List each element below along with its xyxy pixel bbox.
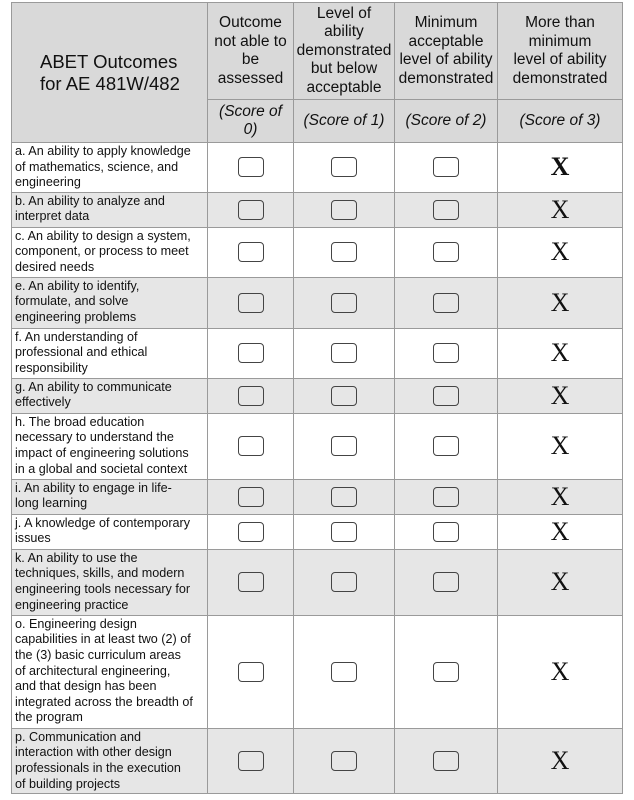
table-row <box>12 227 623 277</box>
score-3-mark: X <box>498 479 623 514</box>
score-label-line: (Score of 2) <box>405 111 487 129</box>
column-header-score-0 <box>208 3 294 100</box>
empty-checkbox[interactable] <box>433 436 459 456</box>
empty-checkbox[interactable] <box>433 751 459 771</box>
outcome-description-line: effectively <box>15 395 71 410</box>
outcome-description-line: f. An understanding of <box>15 329 138 344</box>
outcome-description-line: component, or process to meet <box>15 244 189 259</box>
empty-checkbox[interactable] <box>238 343 264 363</box>
outcome-description-line: engineering tools necessary for <box>15 581 191 596</box>
column-header-line: Outcome <box>219 14 282 31</box>
score-1-cell <box>294 549 395 615</box>
column-header-line: Minimum <box>414 14 478 31</box>
outcome-description-line: and that design has been <box>15 679 157 694</box>
column-header-line: ability <box>324 23 364 41</box>
column-header-line: assessed <box>217 69 284 87</box>
score-1-cell <box>294 227 395 277</box>
abet-outcomes-table <box>11 2 623 794</box>
empty-checkbox[interactable] <box>238 522 264 542</box>
empty-checkbox[interactable] <box>433 487 459 507</box>
outcome-description <box>12 227 208 277</box>
empty-checkbox[interactable] <box>238 572 264 592</box>
score-0-cell <box>208 143 294 193</box>
table-row <box>12 615 623 728</box>
outcome-description-line: p. Communication and <box>15 729 142 744</box>
outcome-description-line: techniques, skills, and modern <box>15 566 185 581</box>
score-1-cell <box>294 143 395 193</box>
empty-checkbox[interactable] <box>433 242 459 262</box>
outcome-description-line: issues <box>15 531 51 546</box>
outcome-description-line: a. An ability to apply knowledge <box>15 144 191 158</box>
empty-checkbox[interactable] <box>238 751 264 771</box>
column-header-line: acceptable <box>408 32 484 50</box>
score-label-line: (Score of 3) <box>519 111 601 129</box>
table-row <box>12 479 623 514</box>
outcome-description-line: o. Engineering design <box>15 616 137 631</box>
score-2-cell <box>395 378 498 413</box>
column-header-line: acceptable <box>306 78 382 96</box>
table-row <box>12 378 623 413</box>
score-0-cell <box>208 514 294 549</box>
outcome-description-line: e. An ability to identify, <box>15 278 140 293</box>
empty-checkbox[interactable] <box>331 751 357 771</box>
column-header-line: not able to <box>214 32 287 50</box>
empty-checkbox[interactable] <box>238 662 264 682</box>
empty-checkbox[interactable] <box>433 662 459 682</box>
outcome-description-line: c. An ability to design a system, <box>15 228 191 243</box>
score-3-mark: X <box>498 227 623 277</box>
score-1-cell <box>294 378 395 413</box>
outcome-description <box>12 378 208 413</box>
score-label-3 <box>498 100 623 143</box>
empty-checkbox[interactable] <box>331 522 357 542</box>
column-header-score-1 <box>294 3 395 100</box>
score-0-cell <box>208 192 294 227</box>
empty-checkbox[interactable] <box>433 343 459 363</box>
score-2-cell <box>395 728 498 793</box>
column-header-line: be <box>241 51 260 68</box>
empty-checkbox[interactable] <box>331 242 357 262</box>
score-3-mark: X <box>498 378 623 413</box>
empty-checkbox[interactable] <box>331 386 357 406</box>
column-header-line: level of ability <box>513 51 607 68</box>
score-2-cell <box>395 143 498 193</box>
score-2-cell <box>395 479 498 514</box>
score-0-cell <box>208 227 294 277</box>
score-0-cell <box>208 728 294 793</box>
empty-checkbox[interactable] <box>238 200 264 220</box>
empty-checkbox[interactable] <box>238 386 264 406</box>
outcome-description-line: engineering practice <box>15 597 129 612</box>
empty-checkbox[interactable] <box>331 572 357 592</box>
score-2-cell <box>395 549 498 615</box>
outcome-description-line: responsibility <box>15 360 88 375</box>
score-3-mark: X <box>498 615 623 728</box>
column-header-score-2 <box>395 3 498 100</box>
table-row <box>12 143 623 193</box>
outcome-description-line: in a global and societal context <box>15 461 188 476</box>
score-1-cell <box>294 479 395 514</box>
empty-checkbox[interactable] <box>331 436 357 456</box>
score-0-cell <box>208 549 294 615</box>
outcome-description <box>12 479 208 514</box>
score-1-cell <box>294 328 395 378</box>
score-label-1 <box>294 100 395 143</box>
empty-checkbox[interactable] <box>331 157 357 177</box>
outcome-description-line: of mathematics, science, and <box>15 159 179 174</box>
score-3-mark: X <box>498 277 623 328</box>
score-1-cell <box>294 728 395 793</box>
score-2-cell <box>395 328 498 378</box>
table-row <box>12 728 623 793</box>
outcome-description-line: integrated across the breadth of <box>15 694 193 709</box>
outcome-description <box>12 143 208 193</box>
score-2-cell <box>395 192 498 227</box>
table-title-line: for AE 481W/482 <box>40 72 180 94</box>
score-2-cell <box>395 227 498 277</box>
outcome-description-line: of architectural engineering, <box>15 663 171 678</box>
table-row <box>12 192 623 227</box>
outcome-description-line: impact of engineering solutions <box>15 445 189 460</box>
score-label-line: 0) <box>243 121 258 138</box>
score-0-cell <box>208 479 294 514</box>
score-label-line: (Score of 1) <box>303 111 385 129</box>
score-2-cell <box>395 413 498 479</box>
score-1-cell <box>294 192 395 227</box>
empty-checkbox[interactable] <box>238 293 264 313</box>
score-3-mark: X <box>498 413 623 479</box>
score-2-cell <box>395 615 498 728</box>
outcome-description <box>12 413 208 479</box>
outcome-description-line: professional and ethical <box>15 345 148 360</box>
outcome-description <box>12 514 208 549</box>
header-row <box>12 3 623 100</box>
score-1-cell <box>294 514 395 549</box>
column-header-line: minimum <box>528 32 592 50</box>
score-3-mark: X <box>498 514 623 549</box>
outcome-rows <box>12 143 623 794</box>
score-1-cell <box>294 413 395 479</box>
outcome-description-line: h. The broad education <box>15 414 145 429</box>
column-header-line: but below <box>310 60 378 78</box>
table-row <box>12 549 623 615</box>
empty-checkbox[interactable] <box>331 662 357 682</box>
outcome-description-line: desired needs <box>15 259 95 274</box>
table-row <box>12 413 623 479</box>
outcome-description-line: g. An ability to communicate <box>15 379 172 394</box>
score-1-cell <box>294 615 395 728</box>
column-header-line: More than <box>525 14 595 31</box>
score-label-line: (Score of <box>219 102 282 120</box>
column-header-line: level of ability <box>399 51 493 68</box>
outcome-description-line: j. A knowledge of contemporary <box>15 515 191 530</box>
outcome-description <box>12 615 208 728</box>
empty-checkbox[interactable] <box>433 200 459 220</box>
outcome-description-line: b. An ability to analyze and <box>15 193 165 208</box>
score-0-cell <box>208 378 294 413</box>
table-title-line: ABET Outcomes <box>40 50 178 72</box>
table-row <box>12 277 623 328</box>
column-header-score-3 <box>498 3 623 100</box>
score-0-cell <box>208 615 294 728</box>
empty-checkbox[interactable] <box>433 293 459 313</box>
empty-checkbox[interactable] <box>331 343 357 363</box>
score-3-mark: X <box>498 143 623 193</box>
score-0-cell <box>208 328 294 378</box>
empty-checkbox[interactable] <box>433 522 459 542</box>
empty-checkbox[interactable] <box>238 242 264 262</box>
outcome-description-line: of building projects <box>15 776 121 791</box>
outcome-description <box>12 277 208 328</box>
table-title <box>12 3 208 143</box>
score-3-mark: X <box>498 549 623 615</box>
empty-checkbox[interactable] <box>238 487 264 507</box>
empty-checkbox[interactable] <box>433 572 459 592</box>
table-row <box>12 514 623 549</box>
score-label-0 <box>208 100 294 143</box>
empty-checkbox[interactable] <box>331 293 357 313</box>
outcome-description-line: engineering <box>15 175 81 190</box>
outcome-description <box>12 728 208 793</box>
score-1-cell <box>294 277 395 328</box>
outcome-description-line: interpret data <box>15 209 90 224</box>
empty-checkbox[interactable] <box>331 487 357 507</box>
column-header-line: demonstrated <box>296 41 392 59</box>
outcome-description-line: k. An ability to use the <box>15 550 138 565</box>
column-header-line: demonstrated <box>512 69 608 87</box>
empty-checkbox[interactable] <box>238 157 264 177</box>
table-row <box>12 328 623 378</box>
score-2-cell <box>395 514 498 549</box>
empty-checkbox[interactable] <box>433 157 459 177</box>
outcome-description-line: interaction with other design <box>15 745 172 760</box>
empty-checkbox[interactable] <box>331 200 357 220</box>
outcome-description-line: necessary to understand the <box>15 430 174 445</box>
outcome-description-line: long learning <box>15 496 88 511</box>
score-3-mark: X <box>498 728 623 793</box>
outcome-description-line: the program <box>15 710 83 725</box>
column-header-line: Level of <box>316 4 372 22</box>
empty-checkbox[interactable] <box>433 386 459 406</box>
outcome-description <box>12 328 208 378</box>
outcome-description <box>12 192 208 227</box>
empty-checkbox[interactable] <box>238 436 264 456</box>
outcome-description-line: professionals in the execution <box>15 760 181 775</box>
outcome-description-line: engineering problems <box>15 309 137 324</box>
score-3-mark: X <box>498 192 623 227</box>
score-3-mark: X <box>498 328 623 378</box>
score-label-2 <box>395 100 498 143</box>
outcome-description-line: formulate, and solve <box>15 294 129 309</box>
outcome-description <box>12 549 208 615</box>
score-2-cell <box>395 277 498 328</box>
outcome-description-line: the (3) basic curriculum areas <box>15 647 181 662</box>
outcome-description-line: i. An ability to engage in life- <box>15 480 172 495</box>
score-0-cell <box>208 413 294 479</box>
score-0-cell <box>208 277 294 328</box>
outcome-description-line: capabilities in at least two (2) of <box>15 632 191 647</box>
column-header-line: demonstrated <box>398 69 494 87</box>
